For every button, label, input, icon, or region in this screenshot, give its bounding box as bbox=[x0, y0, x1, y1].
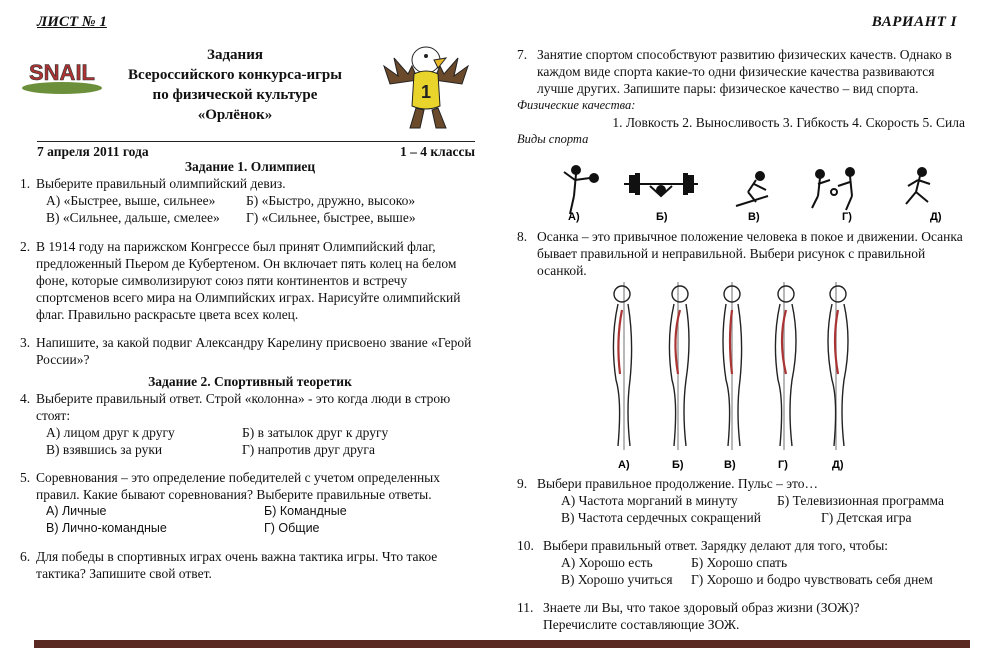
question-10 bbox=[517, 537, 977, 554]
answer-option[interactable]: Г) Общие bbox=[264, 521, 320, 535]
task-2-heading: Задание 2. Спортивный теоретик bbox=[148, 374, 352, 389]
pic-label: В) bbox=[748, 211, 760, 223]
question-text: Для победы в спортивных играх очень важна тактика игры. Что такое тактика? Запишите свой ответ. bbox=[36, 549, 438, 581]
pic-label: Б) bbox=[656, 211, 668, 223]
sport-pic-skiing bbox=[736, 172, 768, 206]
answer-option[interactable]: А) Частота морганий в минуту bbox=[561, 493, 738, 508]
page-title bbox=[100, 45, 370, 125]
question-7 bbox=[517, 46, 967, 97]
pic-label: А) bbox=[568, 211, 580, 223]
answer-option[interactable]: Б) Хорошо спать bbox=[691, 555, 788, 570]
sheet-number: ЛИСТ № 1 bbox=[37, 14, 107, 30]
question-9 bbox=[517, 475, 977, 492]
answer-option[interactable]: А) Хорошо есть bbox=[561, 555, 653, 570]
posture-figures bbox=[600, 280, 870, 475]
answer-option[interactable]: А) лицом друг к другу bbox=[46, 425, 175, 440]
title-line-3: по физической культуре bbox=[152, 87, 318, 103]
question-text: Соревнования – это определение победителей с учетом определенных правил. Какие бывают соревнования? Выберите правильные ответы. bbox=[36, 470, 440, 502]
answer-option[interactable]: Г) напротив друг друга bbox=[242, 442, 375, 457]
sport-pic-weightlifting bbox=[624, 174, 698, 196]
pic-label: А) bbox=[618, 459, 630, 471]
left-column bbox=[20, 158, 480, 582]
question-1 bbox=[20, 175, 480, 192]
sport-pic-team-game bbox=[812, 168, 854, 210]
posture-figure-b bbox=[669, 282, 689, 450]
answer-option[interactable]: Б) Командные bbox=[264, 504, 347, 518]
question-text: Выберите правильный ответ. Строй «колонна» - это когда люди в строю стоят: bbox=[36, 391, 451, 423]
answer-option[interactable]: Г) Хорошо и бодро чувствовать себя днем bbox=[691, 572, 933, 587]
pic-label: В) bbox=[724, 459, 736, 471]
question-text: Выбери правильное продолжение. Пульс – это… bbox=[537, 476, 818, 491]
answer-option[interactable]: А) «Быстрее, выше, сильнее» bbox=[46, 193, 216, 208]
variant-label: ВАРИАНТ I bbox=[871, 14, 957, 30]
question-5 bbox=[20, 469, 480, 503]
question-number: 2. bbox=[20, 239, 31, 254]
question-10-options bbox=[561, 554, 977, 571]
question-text: Занятие спортом способствуют развитию физических качеств. Однако в каждом виде спорта какие-то одни физические качества развиваются лучше других. Запишите пары: физическое качество – вид спорта. bbox=[537, 47, 952, 96]
logo-text: SNAIL bbox=[29, 60, 95, 85]
posture-figure-a bbox=[613, 282, 631, 450]
question-number: 3. bbox=[20, 335, 31, 350]
question-4 bbox=[20, 390, 480, 424]
question-text: Напишите, за какой подвиг Александру Карелину присвоено звание «Герой России»? bbox=[36, 335, 472, 367]
right-column-bottom bbox=[517, 475, 977, 633]
footer-bar bbox=[34, 640, 970, 648]
question-number: 10. bbox=[517, 538, 534, 553]
question-6 bbox=[20, 548, 480, 582]
answer-option[interactable]: В) Лично-командные bbox=[46, 521, 167, 535]
question-9-options bbox=[561, 492, 977, 526]
contest-date: 7 апреля 2011 года bbox=[37, 144, 149, 159]
posture-figure-v bbox=[723, 282, 742, 450]
answer-option[interactable]: Г) «Сильнее, быстрее, выше» bbox=[246, 210, 416, 225]
question-number: 6. bbox=[20, 549, 31, 564]
answer-option[interactable]: В) «Сильнее, дальше, смелее» bbox=[46, 210, 220, 225]
question-number: 9. bbox=[517, 476, 528, 491]
pic-label: Д) bbox=[930, 211, 942, 223]
question-number: 11. bbox=[517, 600, 534, 615]
question-number: 1. bbox=[20, 176, 31, 191]
question-8 bbox=[517, 228, 967, 279]
answer-option[interactable]: В) Хорошо учиться bbox=[561, 572, 673, 587]
question-text: Выберите правильный олимпийский девиз. bbox=[36, 176, 286, 191]
posture-figure-g bbox=[775, 282, 796, 450]
answer-option[interactable]: Б) Телевизионная программа bbox=[777, 493, 944, 508]
title-line-2: Всероссийского конкурса-игры bbox=[128, 67, 342, 83]
question-3 bbox=[20, 334, 480, 368]
pic-label: Б) bbox=[672, 459, 684, 471]
snail-logo bbox=[14, 56, 110, 96]
question-number: 5. bbox=[20, 470, 31, 485]
pic-label: Г) bbox=[778, 459, 788, 471]
question-5-options bbox=[46, 503, 480, 537]
sports-pictograms bbox=[550, 162, 970, 224]
answer-option[interactable]: Б) «Быстро, дружно, высоко» bbox=[246, 193, 416, 208]
eagle-mascot-icon bbox=[380, 36, 472, 132]
question-10-options-row2 bbox=[561, 571, 977, 588]
sport-pic-running bbox=[906, 168, 930, 204]
answer-option[interactable]: Г) Детская игра bbox=[821, 510, 912, 525]
question-text: Осанка – это привычное положение человека в покое и движении. Осанка бывает правильной и неправильной. Выбери рисунок с правильной осанкой. bbox=[537, 229, 963, 278]
task-1-heading: Задание 1. Олимпиец bbox=[184, 159, 316, 174]
answer-option[interactable]: Б) в затылок друг к другу bbox=[242, 425, 389, 440]
title-line-1: Задания bbox=[207, 47, 263, 63]
question-11 bbox=[517, 599, 977, 633]
title-line-4: «Орлёнок» bbox=[197, 107, 273, 123]
sport-pic-gymnastics bbox=[564, 166, 598, 214]
pic-label: Г) bbox=[842, 211, 852, 223]
question-text: Знаете ли Вы, что такое здоровый образ жизни (ЗОЖ)? Перечислите составляющие ЗОЖ. bbox=[543, 600, 860, 632]
mascot-number: 1 bbox=[420, 82, 432, 102]
pic-label: Д) bbox=[832, 459, 844, 471]
posture-figure-d bbox=[828, 282, 848, 450]
question-text: Выбери правильный ответ. Зарядку делают для того, чтобы: bbox=[543, 538, 889, 553]
answer-option[interactable]: В) Частота сердечных сокращений bbox=[561, 510, 761, 525]
question-1-options bbox=[46, 192, 480, 226]
question-text: В 1914 году на парижском Конгрессе был принят Олимпийский флаг, предложенный Пьером де Кубертеном. Он включает пять колец на белом фоне, которые символизируют союз пяти континентов и встречу спортсменов всего мира на Олимпийских играх. Нарисуйте олимпийский флаг. Правильно раскрасьте цвета всех колец. bbox=[36, 239, 461, 322]
answer-option[interactable]: В) взявшись за руки bbox=[46, 442, 163, 457]
qualities-label: Физические качества: bbox=[517, 98, 636, 112]
right-column bbox=[517, 46, 967, 148]
question-4-options bbox=[46, 424, 480, 458]
question-2 bbox=[20, 238, 480, 323]
question-number: 4. bbox=[20, 391, 31, 406]
question-number: 8. bbox=[517, 229, 528, 244]
answer-option[interactable]: А) Личные bbox=[46, 504, 107, 518]
sports-label: Виды спорта bbox=[517, 132, 589, 146]
question-number: 7. bbox=[517, 47, 528, 62]
grade-range: 1 – 4 классы bbox=[399, 144, 475, 159]
qualities-list: 1. Ловкость 2. Выносливость 3. Гибкость 4. Скорость 5. Сила bbox=[612, 115, 965, 130]
